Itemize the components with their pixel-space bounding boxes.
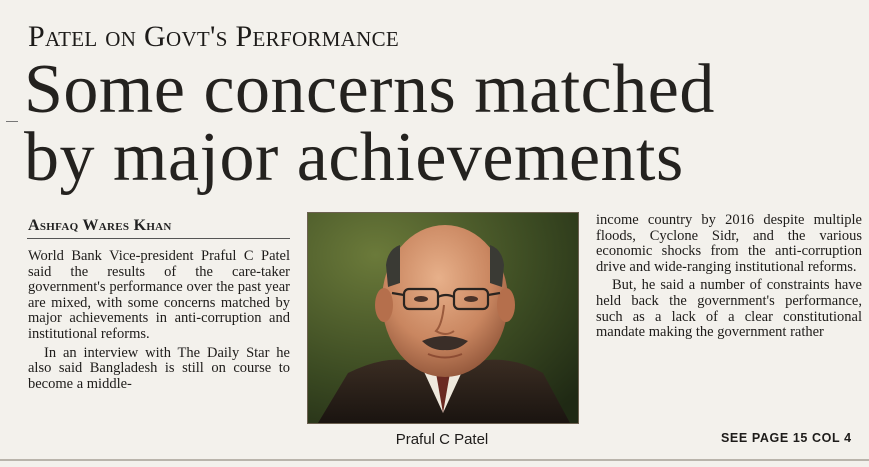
byline: Ashfaq Wares Khan xyxy=(28,217,172,234)
article-column-2 xyxy=(596,213,862,341)
headline-line-1: Some concerns matched xyxy=(24,51,715,128)
continuation-jump: SEE PAGE 15 COL 4 xyxy=(721,431,852,445)
portrait-illustration xyxy=(308,213,578,423)
portrait-photo xyxy=(307,212,579,424)
column-2-paragraph-1: income country by 2016 despite multiple floods, Cyclone Sidr, and the various economic shocks from the anti-corruption drive and wide-ranging institutional reforms. xyxy=(596,212,862,275)
article-column-1 xyxy=(28,249,290,392)
bottom-rule xyxy=(0,459,869,461)
margin-tick xyxy=(6,121,18,122)
byline-rule xyxy=(27,238,290,239)
column-1-paragraph-1: World Bank Vice-president Praful C Patel said the results of the care-taker government's performance over the past year are mixed, with some concerns matched by major achievements in anti-corruption and institutional reforms. xyxy=(28,248,290,342)
headline xyxy=(24,51,715,196)
column-2-paragraph-2: But, he said a number of constraints have held back the government's performance, such as a lack of a clear constitutional mandate making the government rather xyxy=(596,277,862,341)
column-1-paragraph-2: In an interview with The Daily Star he also said Bangladesh is still on course to become a middle- xyxy=(28,344,290,392)
kicker: Patel on Govt's Performance xyxy=(28,20,400,53)
headline-line-2: by major achievements xyxy=(24,119,684,196)
photo-caption: Praful C Patel xyxy=(395,431,489,448)
